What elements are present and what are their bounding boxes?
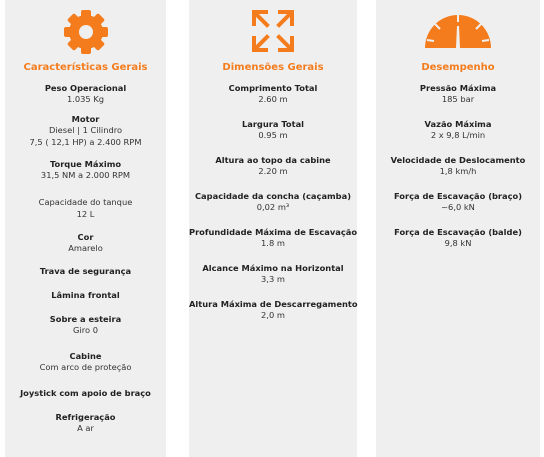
column-performance (376, 0, 540, 457)
spec-value: 1.035 Kg (66, 94, 105, 104)
spec-value: ~6,0 kN (441, 202, 475, 212)
spec-item (5, 412, 166, 435)
spec-value: 0,02 m³ (256, 202, 290, 212)
spec-label: Força de Escavação (balde) (394, 227, 522, 237)
spec-value: 2 x 9,8 L/min (430, 130, 486, 140)
spec-value: 2.60 m (258, 94, 288, 104)
spec-item (5, 83, 166, 106)
gear-icon (62, 8, 110, 56)
column-general-features (5, 0, 166, 457)
spec-value: 0.95 m (258, 130, 288, 140)
spec-value: 9,8 kN (444, 238, 472, 248)
spec-item (5, 232, 166, 255)
spec-item (189, 83, 357, 106)
spec-value: 12 L (76, 208, 95, 219)
spec-label: Altura Máxima de Descarregamento (189, 299, 358, 309)
spec-item (189, 119, 357, 142)
spec-item (5, 159, 166, 182)
column-title: Dimensões Gerais (222, 62, 324, 73)
spec-item (189, 263, 357, 286)
spec-item (376, 227, 540, 250)
spec-label: Cor (77, 232, 94, 242)
spec-item (5, 114, 166, 148)
spec-value: 185 bar (441, 94, 475, 104)
spec-item (5, 388, 166, 399)
spec-item (376, 119, 540, 142)
spec-label: Alcance Máximo na Horizontal (202, 263, 344, 273)
spec-label: Velocidade de Deslocamento (390, 155, 526, 165)
spec-value: A ar (77, 423, 94, 433)
spec-item (189, 155, 357, 178)
spec-item (376, 155, 540, 178)
spec-label: Refrigeração (55, 412, 116, 422)
spec-label: Joystick com apoio de braço (20, 388, 151, 398)
spec-item (189, 227, 357, 250)
spec-item (189, 191, 357, 214)
spec-item (5, 266, 166, 277)
spec-label: Altura ao topo da cabine (215, 155, 331, 165)
spec-label: Peso Operacional (44, 83, 127, 93)
spec-value: 31,5 NM a 2.000 RPM (40, 170, 131, 180)
column-title: Desempenho (421, 62, 495, 73)
spec-value: Capacidade do tanque (38, 197, 133, 207)
spec-label: Vazão Máxima (424, 119, 492, 129)
spec-label: Motor (71, 114, 100, 124)
spec-label: Cabine (69, 351, 102, 361)
spec-value: 1.8 m (261, 238, 285, 248)
expand-arrows-icon (250, 8, 296, 54)
spec-label: Largura Total (241, 119, 305, 129)
spec-item (5, 197, 166, 220)
spec-value: 2,0 m (261, 310, 285, 320)
spec-value: 3,3 m (261, 274, 285, 284)
spec-label: Trava de segurança (39, 266, 132, 276)
spec-value: 2.20 m (258, 166, 288, 176)
speedometer-icon (423, 10, 493, 50)
spec-value: Giro 0 (73, 325, 98, 335)
spec-label: Torque Máximo (49, 159, 122, 169)
spec-item (5, 290, 166, 301)
spec-value: 1,8 km/h (439, 166, 477, 176)
spec-item (5, 351, 166, 374)
spec-value: Diesel | 1 Cilindro (48, 125, 123, 135)
spec-item (5, 314, 166, 337)
spec-item (376, 83, 540, 106)
column-title: Características Gerais (23, 62, 148, 73)
spec-item (189, 299, 357, 322)
spec-label: Força de Escavação (braço) (393, 191, 523, 201)
spec-value: Amarelo (68, 243, 103, 253)
spec-value: 7,5 ( 12,1 HP) a 2.400 RPM (29, 136, 142, 147)
spec-label: Sobre a esteira (49, 314, 122, 324)
spec-label: Capacidade da concha (caçamba) (194, 191, 352, 201)
spec-value: Com arco de proteção (39, 362, 132, 372)
spec-label: Profundidade Máxima de Escavação (189, 227, 358, 237)
spec-label: Comprimento Total (228, 83, 318, 93)
spec-label: Lâmina frontal (51, 290, 120, 300)
spec-label: Pressão Máxima (419, 83, 497, 93)
spec-item (376, 191, 540, 214)
column-dimensions (189, 0, 357, 457)
